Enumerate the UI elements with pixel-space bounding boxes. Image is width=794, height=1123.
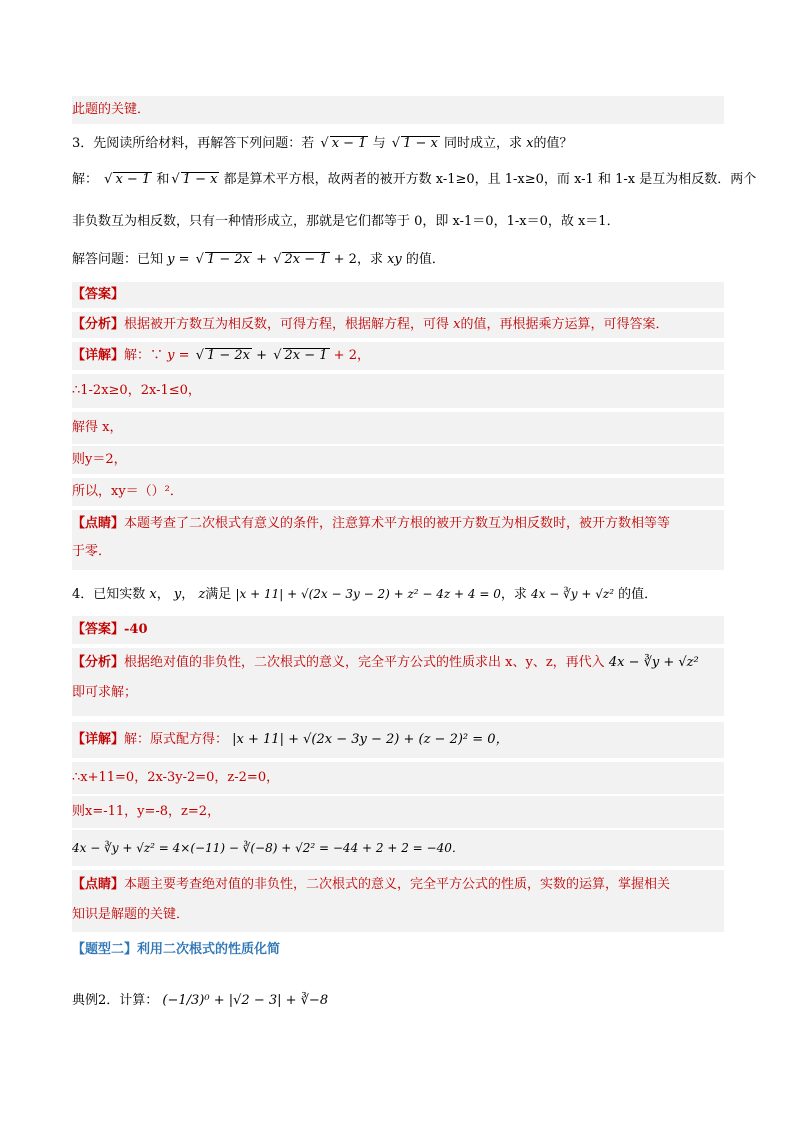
q4-step2 bbox=[72, 796, 724, 828]
q3-comment-line1: 本题考查了二次根式有意义的条件，注意算术平方根的被开方数互为相反数时，被开方数相等等 bbox=[124, 516, 671, 531]
example2-expression: (−1/3)⁰ + |√2 − 3| + ∛−8 bbox=[162, 993, 329, 1008]
q3-comment-row bbox=[72, 510, 724, 570]
q3-end: 的值？ bbox=[533, 136, 573, 151]
q4-answer-tag: 【答案】 bbox=[72, 622, 125, 637]
q3-detail-radicand-2: 2x − 1 bbox=[284, 348, 328, 363]
q3-ask-end: 的值． bbox=[405, 252, 445, 267]
q3-detail-radicand-1: 1 − 2x bbox=[206, 348, 251, 363]
q4-answer-value: -40 bbox=[124, 622, 148, 637]
q3-step3-text: 则y＝2， bbox=[72, 452, 127, 467]
q4-answer-row bbox=[72, 616, 724, 644]
q3-answer-row bbox=[72, 282, 724, 308]
q3-step1-text: ∴1-2x≥0，2x-1≤0， bbox=[72, 383, 201, 398]
q3-var: x bbox=[526, 136, 534, 151]
q3-analysis-tail: 的值，再根据乘方运算，可得答案． bbox=[460, 317, 669, 332]
q3-detail-tail: + 2， bbox=[333, 348, 370, 363]
q3-step4-text: 所以，xy＝（）²． bbox=[72, 484, 183, 499]
q4-comment-line1: 本题主要考查绝对值的非负性，二次根式的意义，完全平方公式的性质，实数的运算，掌握相关 bbox=[124, 877, 671, 892]
q4-detail-row bbox=[72, 722, 724, 758]
q3-comment-line2: 于零． bbox=[72, 544, 112, 559]
q3-radicand-1: x − 1 bbox=[331, 136, 367, 151]
q3-ask-tail: + 2，求 bbox=[333, 252, 383, 267]
q3-comment-tag: 【点睛】 bbox=[72, 516, 125, 531]
q3-answer-tag: 【答案】 bbox=[72, 287, 125, 302]
q4-sep1: ， bbox=[156, 587, 170, 602]
q3-detail-y: y = bbox=[167, 348, 190, 363]
q4-cond: 满足 bbox=[205, 587, 232, 602]
q4-step3 bbox=[72, 830, 724, 866]
q3-detail-row: 【详解】解：∵ y = √ 1 − 2x + √ 2x − 1 + 2， bbox=[72, 342, 724, 370]
q4-prefix: 4．已知实数 bbox=[72, 587, 146, 602]
q3-analysis-x: x bbox=[453, 317, 461, 332]
q4-ask: ，求 bbox=[500, 587, 527, 602]
prev-solution-end bbox=[72, 96, 724, 124]
q3-step4 bbox=[72, 478, 724, 506]
q3-prompt: 3．先阅读所给材料，再解答下列问题：若 √ x − 1 与 √ 1 − x 同时成立，求 x的值？ bbox=[72, 136, 573, 151]
q4-detail-intro: 解：原式配方得： bbox=[124, 732, 229, 747]
prev-solution-text: 此题的关键． bbox=[72, 102, 151, 117]
q4-analysis-tag: 【分析】 bbox=[72, 655, 125, 670]
q3-analysis-row bbox=[72, 312, 724, 338]
q3-step2-text: 解得 x， bbox=[72, 420, 123, 435]
q4-equation: |x + 11| + √(2x − 3y − 2) + z² − 4z + 4 = 0 bbox=[235, 587, 501, 601]
q3-sol-radicand-2: 1 − x bbox=[182, 172, 218, 187]
q3-analysis-text: 根据被开方数互为相反数，可得方程，根据解方程，可得 bbox=[124, 317, 450, 332]
q4-var-y: y bbox=[173, 587, 182, 602]
q4-step1 bbox=[72, 762, 724, 794]
q3-detail-intro: 解：∵ bbox=[124, 348, 164, 363]
q3-analysis-tag: 【分析】 bbox=[72, 317, 125, 332]
q3-material-line1: 解： √ x − 1 和 √ 1 − x 都是算术平方根，故两者的被开方数 x-1≥0，且 1-x≥0，而 x-1 和 1-x 是互为相反数．两个 bbox=[72, 172, 757, 187]
q3-ask-label: 解答问题：已知 bbox=[72, 252, 164, 267]
q4-comment-row bbox=[72, 870, 724, 932]
q3-sol-label: 解： bbox=[72, 172, 99, 187]
q3-question: 解答问题：已知 y = √ 1 − 2x + √ 2x − 1 + 2，求 xy 的值． bbox=[72, 252, 445, 267]
q4-comment-tag: 【点睛】 bbox=[72, 877, 125, 892]
q4-var-x: x bbox=[149, 587, 157, 602]
q3-ask-radicand-2: 2x − 1 bbox=[284, 252, 328, 267]
example2 bbox=[72, 984, 724, 1018]
q4-analysis-text: 根据绝对值的非负性，二次根式的意义，完全平方公式的性质求出 x、y、z，再代入 bbox=[124, 655, 605, 670]
q4-step3-text: 4x − ∛y + √z² = 4×(−11) − ∛(−8) + √2² = −44 + 2 + 2 = −40． bbox=[72, 841, 464, 855]
q4-step1-text: ∴x+11=0，2x-3y-2=0，z-2=0， bbox=[72, 770, 280, 785]
q3-step3 bbox=[72, 446, 724, 474]
q3-sol-conclusion: 非负数互为相反数，只有一种情形成立，那就是它们都等于 0，即 x-1＝0，1-x＝0，故 x＝1． bbox=[72, 214, 620, 229]
q4-detail-tag: 【详解】 bbox=[72, 732, 125, 747]
type2-heading bbox=[72, 938, 724, 962]
example2-label: 典例2．计算： bbox=[72, 993, 159, 1008]
q3-step1 bbox=[72, 374, 724, 408]
q4-prompt bbox=[72, 582, 724, 606]
q4-step2-text: 则x=-11，y=-8，z=2， bbox=[72, 804, 221, 819]
q3-ask-y: y = bbox=[167, 252, 190, 267]
q3-detail-plus: + bbox=[256, 348, 268, 363]
q4-analysis-row bbox=[72, 648, 724, 716]
q3-radicand-2: 1 − x bbox=[403, 136, 438, 151]
q3-suffix: 同时成立，求 bbox=[443, 136, 522, 151]
q3-sol-radicand-1: x − 1 bbox=[115, 172, 151, 187]
q4-comment-line2: 知识是解题的关键． bbox=[72, 907, 190, 922]
q4-analysis-expr: 4x − ∛y + √z² bbox=[608, 655, 699, 670]
q4-sep2: ， bbox=[181, 587, 195, 602]
q3-prefix: 3．先阅读所给材料，再解答下列问题：若 bbox=[72, 136, 315, 151]
q3-material-line2 bbox=[72, 212, 724, 232]
q3-step2 bbox=[72, 412, 724, 444]
q4-var-z: z bbox=[198, 587, 206, 602]
q3-detail-tag: 【详解】 bbox=[72, 348, 125, 363]
q3-ask-plus: + bbox=[256, 252, 268, 267]
q3-sol-and: 和 bbox=[156, 172, 170, 187]
q4-end: 的值． bbox=[618, 587, 658, 602]
q3-mid: 与 bbox=[372, 136, 386, 151]
type2-heading-text: 【题型二】利用二次根式的性质化简 bbox=[72, 942, 281, 957]
q4-detail-equation: |x + 11| + √(2x − 3y − 2) + (z − 2)² = 0， bbox=[232, 732, 509, 747]
q3-ask-radicand-1: 1 − 2x bbox=[206, 252, 250, 267]
q3-sol-text: 都是算术平方根，故两者的被开方数 x-1≥0，且 1-x≥0，而 x-1 和 1-x 是互为相反数．两个 bbox=[223, 172, 757, 187]
q3-ask-xy: xy bbox=[387, 252, 402, 267]
q4-analysis-end: 即可求解； bbox=[72, 685, 138, 700]
q4-target-expr: 4x − ∛y + √z² bbox=[531, 587, 615, 601]
